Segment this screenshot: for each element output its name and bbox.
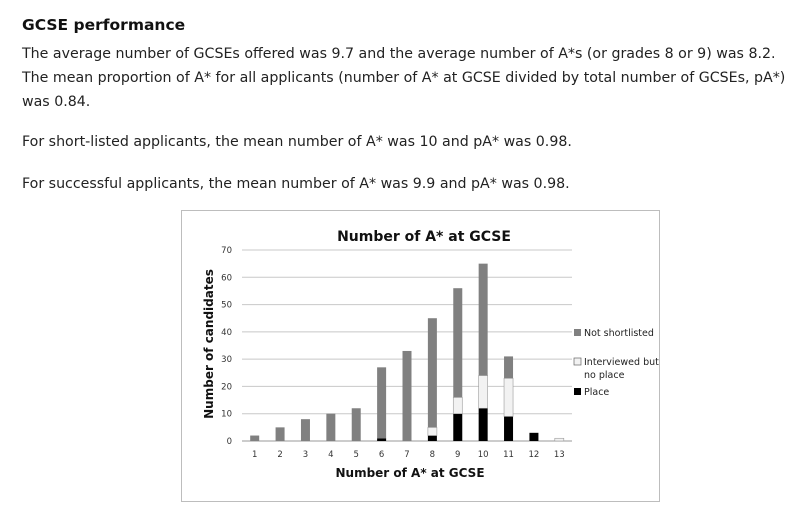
bar-not-shortlisted-6 [377, 367, 386, 438]
x-tick-label: 10 [477, 450, 489, 460]
paragraph-gcse-averages: The average number of GCSEs offered was 9.7 and the average number of A*s (or grades 8 or 9) was 8.2. The mean proportion of A* for all applicants (number of A* at GCSE divided by total number of GCSEs, pA*) was 0.84. [22, 46, 786, 110]
bar-interviewed-but-no-place-13 [555, 438, 564, 441]
bar-place-12 [529, 433, 538, 441]
legend-swatch-interviewed [574, 358, 581, 365]
y-tick-label: 60 [221, 273, 232, 284]
paragraph-successful: For successful applicants, the mean number of A* was 9.9 and pA* was 0.98. [22, 176, 570, 192]
bar-not-shortlisted-10 [479, 264, 488, 376]
bar-interviewed-but-no-place-9 [453, 397, 462, 413]
x-tick-label: 12 [528, 450, 540, 460]
bar-not-shortlisted-2 [276, 427, 285, 441]
bar-not-shortlisted-7 [403, 351, 412, 441]
x-tick-label: 6 [378, 450, 385, 460]
bar-interviewed-but-no-place-11 [504, 378, 513, 416]
x-tick-label: 7 [404, 450, 410, 460]
bar-place-9 [453, 414, 462, 441]
y-tick-label: 0 [226, 437, 232, 447]
x-tick-label: 2 [277, 450, 283, 460]
legend-label-place: Place [584, 387, 610, 398]
section-heading: GCSE performance [22, 16, 186, 34]
bar-place-11 [504, 416, 513, 441]
bar-not-shortlisted-9 [453, 288, 462, 397]
bar-place-6 [377, 438, 386, 441]
chart-title: Number of A* at GCSE [337, 229, 511, 245]
y-tick-label: 10 [221, 409, 232, 420]
bar-not-shortlisted-4 [326, 414, 335, 441]
bar-interviewed-but-no-place-8 [428, 427, 437, 435]
y-tick-label: 50 [221, 300, 232, 311]
y-tick-label: 70 [221, 246, 232, 256]
legend-label-not_shortlisted: Not shortlisted [584, 328, 654, 339]
x-tick-label: 3 [302, 450, 309, 460]
gcse-chart [182, 211, 659, 501]
y-tick-label: 40 [221, 327, 232, 338]
x-tick-label: 9 [455, 450, 461, 460]
x-tick-label: 4 [328, 450, 334, 460]
y-tick-label: 20 [221, 382, 232, 393]
bar-not-shortlisted-3 [301, 419, 310, 441]
bar-place-10 [479, 408, 488, 441]
bar-interviewed-but-no-place-10 [479, 376, 488, 409]
legend-label-interviewed: Interviewed but [584, 357, 659, 368]
x-axis-title: Number of A* at GCSE [335, 466, 485, 480]
x-tick-label: 13 [553, 450, 565, 460]
bar-not-shortlisted-1 [250, 436, 259, 441]
x-tick-label: 11 [503, 450, 514, 460]
x-tick-label: 1 [251, 450, 258, 460]
bar-not-shortlisted-11 [504, 356, 513, 378]
paragraph-shortlisted: For short-listed applicants, the mean number of A* was 10 and pA* was 0.98. [22, 134, 572, 150]
bar-place-8 [428, 436, 437, 441]
y-tick-label: 30 [221, 355, 232, 366]
chart-container [181, 210, 660, 502]
y-axis-title: Number of candidates [202, 269, 216, 419]
x-tick-label: 5 [353, 450, 359, 460]
x-tick-label: 8 [429, 450, 436, 460]
legend-label-interviewed: no place [584, 370, 625, 381]
bar-not-shortlisted-5 [352, 408, 361, 441]
bar-not-shortlisted-8 [428, 318, 437, 427]
legend-swatch-place [574, 388, 581, 395]
legend-swatch-not_shortlisted [574, 329, 581, 336]
